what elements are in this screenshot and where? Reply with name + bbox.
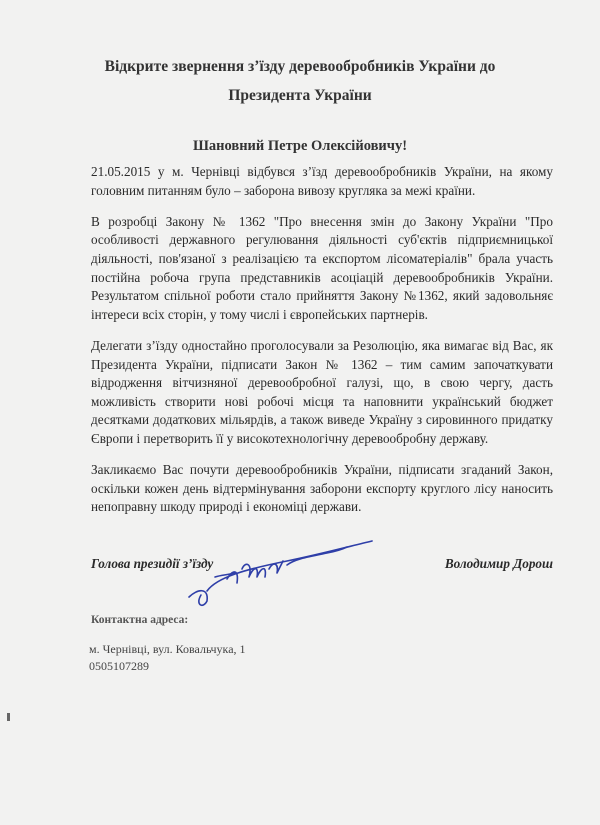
signature-block	[91, 556, 553, 616]
contacts-label: Контактна адреса:	[91, 614, 189, 626]
paragraph-4: Закликаємо Вас почути деревообробників України, підписати згаданий Закон, оскільки кожен день відтермінування заборони експорту круглого лісу наносить непоправну шкоду природі і економіці держави.	[91, 462, 553, 515]
title-line-2: Президента України	[228, 87, 372, 104]
phone: 0505107289	[89, 658, 149, 673]
paragraph-3: Делегати з’їзду одностайно проголосували за Резолюцію, яка вимагає від Вас, як Президента України, підписати Закон № 1362 – тим самим започаткувати відродження вітчизняної деревообробної галузі, що, в свою чергу, дасть можливість створити нові робочі місця та наповнити український бюджет десятками додаткових мільярдів, а також виведе Україну з сировинного придатку Європи і перетворить її у високотехнологічну деревообробну державу.	[91, 337, 553, 446]
signatory-name: Володимир Дорош	[444, 556, 553, 571]
paragraph-1: 21.05.2015 у м. Чернівці відбувся з’їзд деревообробників України, на якому головним питанням було – заборона вивозу кругляка за межі країни.	[91, 164, 553, 198]
address: м. Чернівці, вул. Ковальчука, 1	[89, 642, 246, 656]
handwritten-signature	[187, 539, 377, 611]
paragraph-2: В розробці Закону № 1362 "Про внесення змін до Закону України "Про особливості державного регулювання діяльності суб'єктів підприємницької діяльності, пов'язаної з реалізацією та експортом лісоматеріалів" брала участь постійна робоча група представників асоціацій деревообробників України. Результатом спільної роботи стало прийняття Закону №1362, який задовольняє інтереси всіх сторін, у тому числі і європейських партнерів.	[91, 213, 553, 322]
signature-title: Голова президії з’їзду	[91, 556, 214, 571]
greeting: Шановний Петре Олексійовичу!	[192, 138, 408, 154]
letter-body	[91, 163, 553, 529]
title-line-1: Відкрите звернення з’їзду деревообробників України до	[104, 58, 496, 75]
letter-title	[0, 52, 600, 110]
contacts-block	[89, 641, 246, 674]
scan-mark	[7, 713, 10, 721]
